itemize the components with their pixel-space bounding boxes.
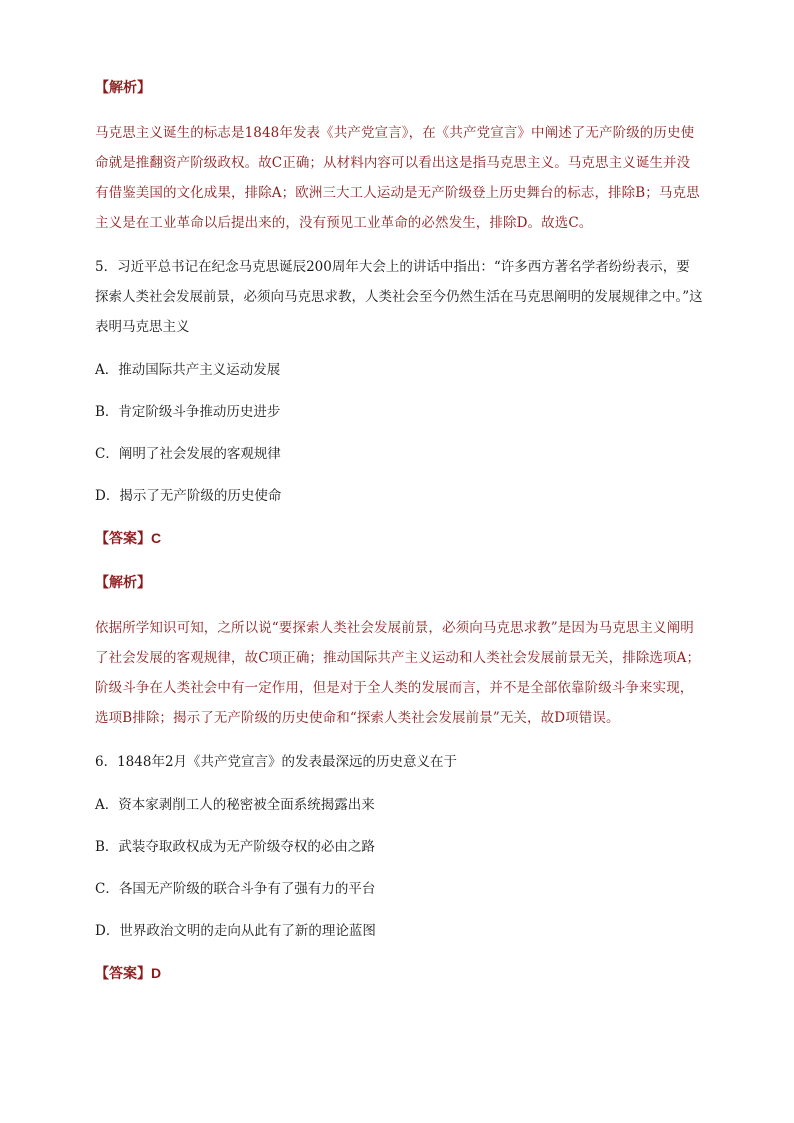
question-5-option-d: D．揭示了无产阶级的历史使命 — [95, 488, 282, 504]
answer-label: 【答案】 — [95, 966, 151, 982]
question-5-option-b: B．肯定阶级斗争推动历史进步 — [95, 404, 281, 420]
answer-value: C — [151, 530, 162, 546]
question-6-option-c: C．各国无产阶级的联合斗争有了强有力的平台 — [95, 881, 376, 897]
analysis-text: 马克思主义诞生的标志是1848年发表《共产党宣言》，在《共产党宣言》中阐述了无产阶级的历史使命就是推翻资产阶级政权。故C正确；从材料内容可以看出这是指马克思主义。马克思主义诞生并没有借鉴美国的文化成果，排除A；欧洲三大工人运动是无产阶级登上历史舞台的标志，排除B；马克思主义是在工业革命以后提出来的，没有预见工业革命的必然发生，排除D。故选C。 — [95, 125, 700, 231]
document-page — [95, 74, 703, 988]
question-5-option-a: A．推动国际共产主义运动发展 — [95, 362, 281, 378]
question-6-answer — [95, 959, 703, 988]
answer-label: 【答案】 — [95, 531, 151, 547]
question-6-option-b: B．武装夺取政权成为无产阶级夺权的必由之路 — [95, 839, 375, 855]
question-6-option-d: D．世界政治文明的走向从此有了新的理论蓝图 — [95, 923, 376, 939]
question-5-analysis-heading: 【解析】 — [95, 575, 151, 591]
question-5-stem: 5．习近平总书记在纪念马克思诞辰200周年大会上的讲话中指出：“许多西方著名学者纷纷表示，要探索人类社会发展前景，必须向马克思求教，人类社会至今仍然生活在马克思阐明的发展规律之中。”这表明马克思主义 — [95, 259, 703, 335]
answer-value: D — [151, 965, 162, 981]
question-6-stem: 6．1848年2月《共产党宣言》的发表最深远的历史意义在于 — [95, 754, 458, 770]
question-6-option-a: A．资本家剥削工人的秘密被全面系统揭露出来 — [95, 797, 375, 813]
question-5-analysis-text: 依据所学知识可知，之所以说“要探索人类社会发展前景，必须向马克思求教”是因为马克思主义阐明了社会发展的客观规律，故C项正确；推动国际共产主义运动和人类社会发展前景无关，排除选项A；阶级斗争在人类社会中有一定作用，但是对于全人类的发展而言，并不是全部依靠阶级斗争来实现，选项B排除；揭示了无产阶级的历史使命和“探索人类社会发展前景”无关，故D项错误。 — [95, 620, 701, 726]
question-5-answer — [95, 524, 703, 553]
analysis-heading: 【解析】 — [95, 80, 151, 96]
question-5-option-c: C．阐明了社会发展的客观规律 — [95, 446, 281, 462]
